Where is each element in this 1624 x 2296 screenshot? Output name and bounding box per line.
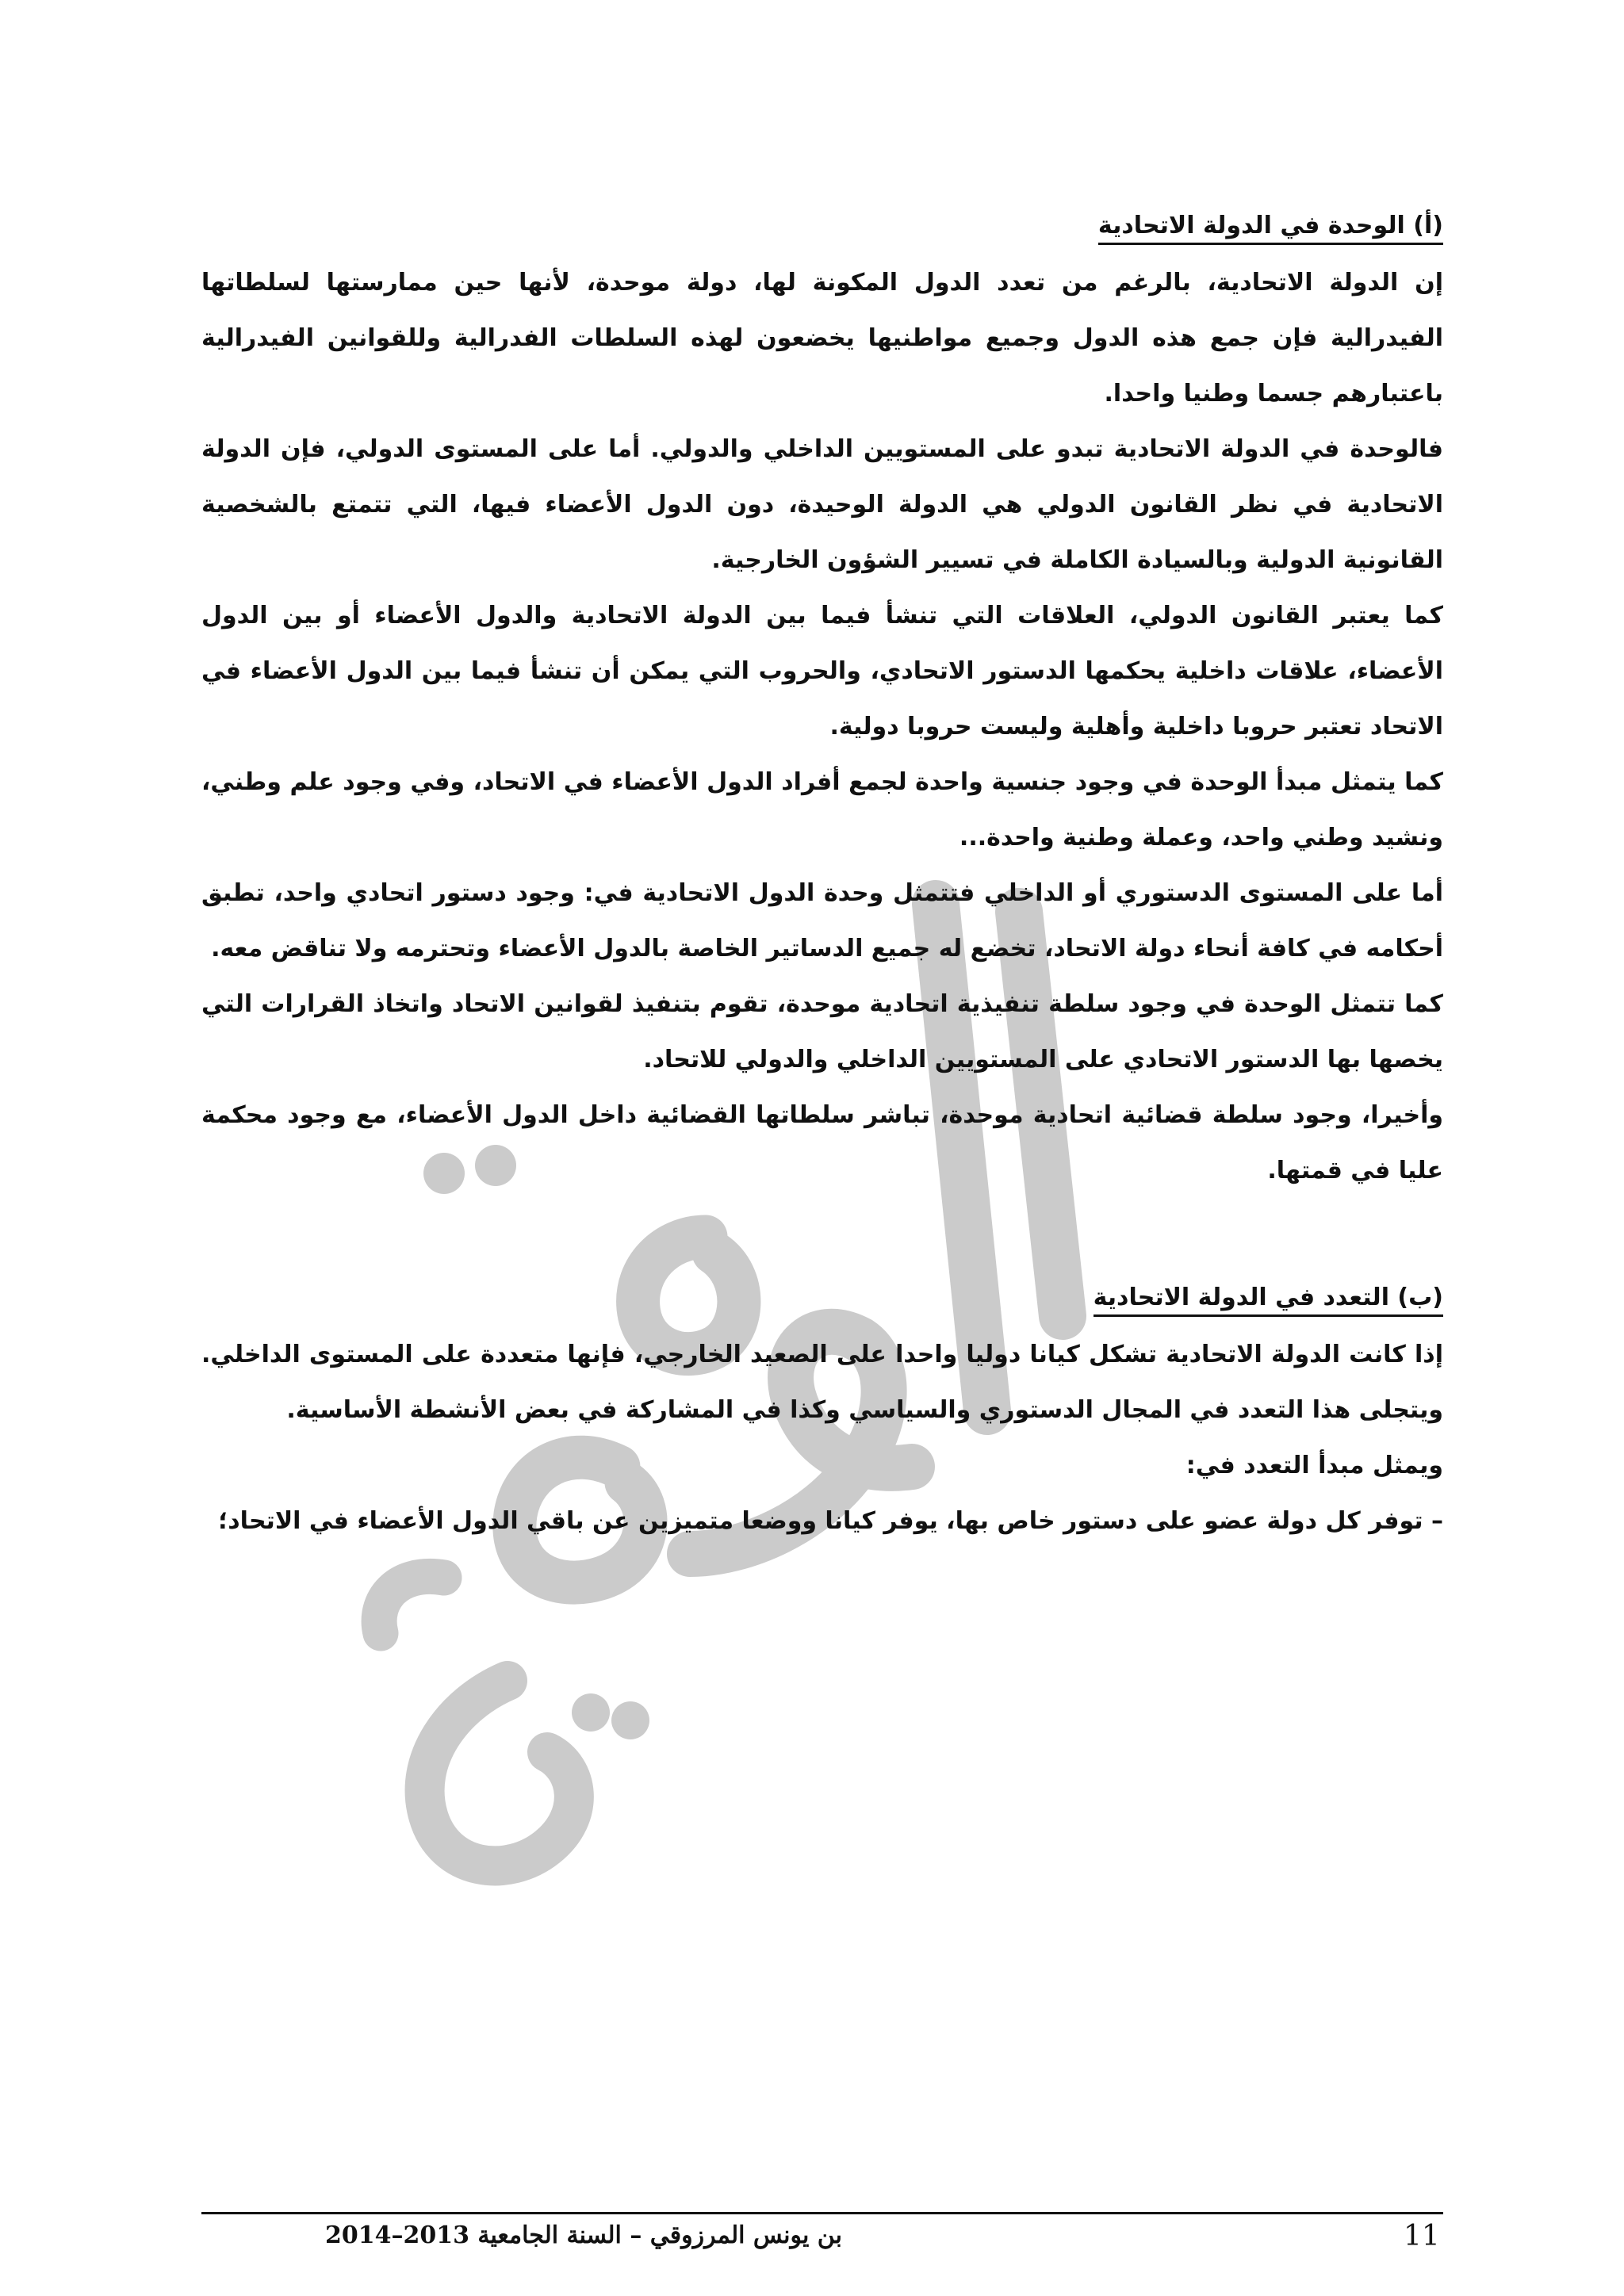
footer-rule <box>201 2212 1443 2214</box>
footer-author-year: بن يونس المرزوقي – السنة الجامعية 2013–2014 <box>324 2221 842 2249</box>
section-a-paragraph: كما يتمثل مبدأ الوحدة في وجود جنسية واحدة لجمع أفراد الدول الأعضاء في الاتحاد، وفي وجود علم وطني، ونشيد وطني واحد، وعملة وطنية واحدة... <box>201 768 1443 851</box>
section-a-paragraph: كما تتمثل الوحدة في وجود سلطة تنفيذية اتحادية موحدة، تقوم بتنفيذ لقوانين الاتحاد واتخاذ القرارات التي يخصها بها الدستور الاتحادي على المستويين الداخلي والدولي للاتحاد. <box>201 990 1443 1073</box>
section-a-paragraph: إن الدولة الاتحادية، بالرغم من تعدد الدول المكونة لها، دولة موحدة، لأنها حين ممارستها لسلطاتها الفيدرالية فإن جمع هذه الدول وجميع مواطنيها يخضعون لهذه السلطات الفدرالية وللقوانين الفيدرالية باعتبارهم جسما وطنيا واحدا. <box>201 269 1443 408</box>
section-b-paragraph: ويمثل مبدأ التعدد في: <box>1185 1452 1443 1479</box>
section-divider-space <box>201 1199 1443 1256</box>
section-a-heading: (أ) الوحدة في الدولة الاتحادية <box>201 203 1443 249</box>
section-b-list-item: – توفر كل دولة عضو على دستور خاص بها، يوفر كيانا ووضعا متميزين عن باقي الدول الأعضاء في الاتحاد؛ <box>218 1507 1443 1535</box>
document-body <box>201 184 1443 1549</box>
section-a-paragraph: أما على المستوى الدستوري أو الداخلي فتتمثل وحدة الدول الاتحادية في: وجود دستور اتحادي واحد، تطبق أحكامه في كافة أنحاء دولة الاتحاد، تخضع له جميع الدساتير الخاصة بالدول الأعضاء وتحترمه ولا تناقض معه. <box>201 879 1443 962</box>
section-a-paragraph: وأخيرا، وجود سلطة قضائية اتحادية موحدة، تباشر سلطاتها القضائية داخل الدول الأعضاء، مع وجود محكمة عليا في قمتها. <box>201 1101 1443 1184</box>
section-a-paragraph: كما يعتبر القانون الدولي، العلاقات التي تنشأ فيما بين الدولة الاتحادية والدول الأعضاء أو بين الدول الأعضاء، علاقات داخلية يحكمها الدستور الاتحادي، والحروب التي يمكن أن تنشأ فيما بين الدول الأعضاء في الاتحاد تعتبر حروبا داخلية وأهلية وليست حروبا دولية. <box>201 602 1443 740</box>
section-a-paragraph: فالوحدة في الدولة الاتحادية تبدو على المستويين الداخلي والدولي. أما على المستوى الدولي، فإن الدولة الاتحادية في نظر القانون الدولي هي الدولة الوحيدة، دون الدول الأعضاء فيها، التي تتمتع بالشخصية القانونية الدولية وبالسيادة الكاملة في تسيير الشؤون الخارجية. <box>201 435 1443 574</box>
section-b-paragraph: إذا كانت الدولة الاتحادية تشكل كيانا دوليا واحدا على الصعيد الخارجي، فإنها متعددة على المستوى الداخلي. ويتجلى هذا التعدد في المجال الدستوري والسياسي وكذا في المشاركة في بعض الأنشطة الأساسية. <box>201 1341 1443 1424</box>
page-number: 11 <box>1404 2220 1440 2252</box>
section-b-heading: (ب) التعدد في الدولة الاتحادية <box>201 1275 1443 1321</box>
